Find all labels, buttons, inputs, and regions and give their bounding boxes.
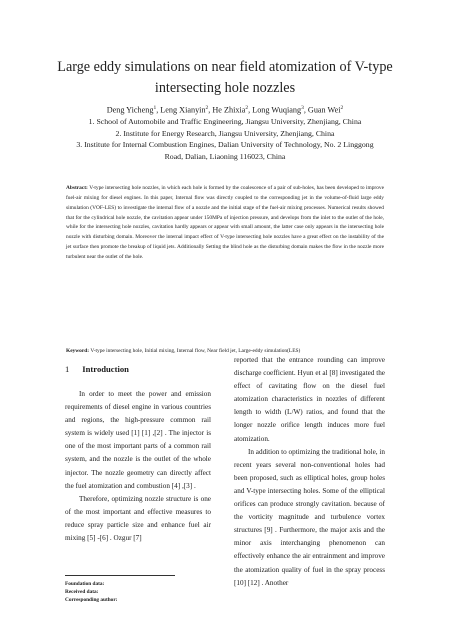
paper-title [40,57,410,99]
title-line-1: Large eddy simulations on near field atomization of V-type [57,59,393,75]
author-name: Guan Wei [307,105,341,115]
abstract-text: V-type intersecting hole nozzles, in which each hole is formed by the coalescence of a pair of sub-holes, has been developed to improve fuel-air mixing for diesel engines. In this paper, Internal flow was directly coupled to the corresponding jet in the volume-of-fluid large eddy simulation (VOF-LES) to investigate the internal flow of a nozzle and the initial stage of the fuel-air mixing processes. Numerical results showed that for the cylindrical hole nozzle, the cavitation appear under 150MPa of injection pressure, and develops from the inlet to the outlet of the hole, while for the intersecting hole nozzles, cavitation hardly appears or appear with small amount, the latter case only appears in the intersecting hole nozzle with disturbing domain. Moreover the internal impact effect of V-type intersecting hole nozzles have a great effect on the instability of the jet surface then promote the breakup of liquid jets. Additionally Setting the blind hole as the disturbing domain makes the flow in the nozzle more turbulent near the outlet of the hole. [66,185,384,260]
author-affiliation-mark: 3 [301,105,304,111]
right-column [234,354,385,590]
affiliation-line: 3. Institute for Internal Combustion Engines, Dalian University of Technology, No. 2 Linggong [76,140,374,149]
keywords-label: Keyword: [66,348,90,354]
author-name: He Zhixia [212,105,246,115]
affiliation-line: Road, Dalian, Liaoning 116023, China [164,151,286,161]
footnote-line: Corresponding author: [65,597,118,603]
left-column [65,388,211,545]
keywords-text: V-type intersecting hole, Initial mixing, Internal flow, Near field jet, Large-eddy simulation(LES) [89,348,301,354]
paragraph: In order to meet the power and emission requirements of diesel engine in various countries and regions, the high-pressure common rail system is widely used [1] [1] ,[2] . The injector is one of the most important parts of a common rail system, and the nozzle is the outlet of the whole injector. The nozzle geometry can directly affect the fuel atomization and combustion [4] ,[3] . [65,390,211,490]
section-number: 1 [65,364,70,374]
author-name: Leng Xianyin [160,105,206,115]
author-affiliation-mark: 1 [153,105,157,111]
author-name: Long Wuqiang [252,105,302,115]
paragraph: In addition to optimizing the traditional hole, in recent years several non-conventional holes had been proposed, such as elliptical holes, group holes and V-type intersecting holes. Some of the elliptical orifices can produce strongly cavitation. because of the vorticity magnitude and turbulence vortex structures [9] . Furthermore, the major axis and the minor axis interchanging phenomenon can effectively enhance the air entrainment and improve the atomization quality of fuel in the spray process [10] [12] . Another [234,447,385,587]
abstract-label: Abstract: [66,185,88,191]
author-name: Deng Yicheng [106,105,154,115]
footnotes [65,580,205,604]
affiliation-line: 1. School of Automobile and Traffic Engineering, Jiangsu University, Zhenjiang, China [88,117,362,126]
affiliations [60,116,390,162]
paragraph: Therefore, optimizing nozzle structure is one of the most important and effective measures to reduce spray particle size and enhance fuel air mixing [5] -[6] . Ozgur [7] [65,494,211,543]
author-list: Deng Yicheng$^1$, Leng Xianyin$^2$, He Zhixia$^2$, Long Wuqiang$^3$, Guan Wei$^2$ [106,105,344,115]
abstract [66,184,384,263]
footnote-line: Foundation data: [65,581,105,587]
author-affiliation-mark: 2 [205,105,209,111]
author-affiliation-mark: 2 [340,105,344,111]
footnote-divider [65,575,175,576]
paragraph: reported that the entrance rounding can improve discharge coefficient. Hyun et al [8] investigated the effect of cavitating flow on the diesel fuel atomization characteristics in nozzles of different length to width (L/W) ratios, and found that the longer nozzle orifice length induces more fuel atomization. [234,356,385,443]
affiliation-line: 2. Institute for Energy Research, Jiangsu University, Zhenjiang, China [115,128,335,138]
section-title: Introduction [82,364,129,374]
section-heading-introduction [65,363,129,375]
author-affiliation-mark: 2 [245,105,249,111]
footnote-line: Received data: [65,589,99,595]
title-line-2: intersecting hole nozzles [154,80,296,96]
